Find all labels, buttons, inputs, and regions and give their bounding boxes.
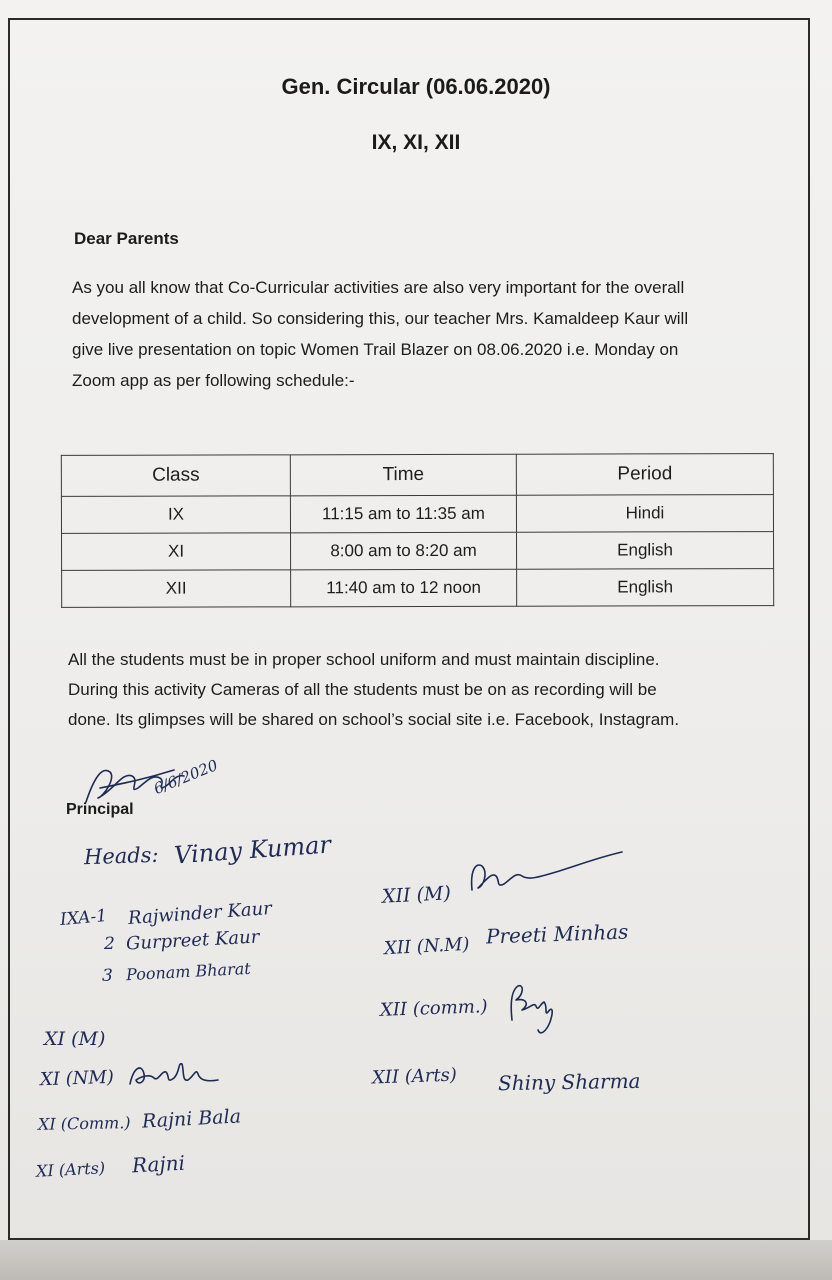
intro-line: development of a child. So considering this, our teacher Mrs. Kamaldeep Kaur will <box>72 309 689 328</box>
circular-title: Gen. Circular (06.06.2020) <box>281 74 551 99</box>
table-row <box>62 532 774 571</box>
heads-label: Heads: <box>83 842 159 870</box>
ix-signature-2: Gurpreet Kaur <box>125 926 260 955</box>
xi-signature-arts: Rajni <box>131 1150 186 1178</box>
xii-signature-arts: Shiny Sharma <box>497 1068 641 1096</box>
circular-classes: IX, XI, XII <box>371 131 461 154</box>
xii-label-m: XII (M) <box>381 882 452 908</box>
cell-period: Hindi <box>516 495 773 533</box>
ix-label-1: IXA-1 <box>59 905 108 931</box>
salutation: Dear Parents <box>74 229 179 248</box>
xi-label-m: XI (M) <box>44 1028 106 1050</box>
closing-line: All the students must be in proper school uniform and must maintain discipline. <box>68 650 660 669</box>
xi-label-arts: XI (Arts) <box>35 1158 106 1181</box>
principal-signature-date: 6/6/2020 <box>151 756 221 798</box>
xii-signature-nm: Preeti Minhas <box>485 919 629 949</box>
ix-signature-3: Poonam Bharat <box>125 958 252 985</box>
principal-label: Principal <box>66 801 134 818</box>
heads-signature: Vinay Kumar <box>173 830 332 870</box>
header-period: Period <box>516 454 773 496</box>
xi-nm-signature <box>126 1060 222 1094</box>
xi-signature-comm: Rajni Bala <box>141 1105 242 1133</box>
cell-time: 11:15 am to 11:35 am <box>290 495 516 533</box>
header-time: Time <box>290 454 516 496</box>
table-row <box>61 495 773 534</box>
table-row <box>62 569 774 608</box>
cell-period: English <box>517 569 774 607</box>
intro-paragraph <box>72 272 772 396</box>
page-border <box>8 18 810 1240</box>
header-class: Class <box>61 455 290 497</box>
xi-label-nm: XI (NM) <box>39 1066 115 1091</box>
intro-line: As you all know that Co-Curricular activities are also very important for the overall <box>72 278 685 297</box>
closing-line: During this activity Cameras of all the students must be on as recording will be <box>68 680 657 699</box>
table-header-row <box>61 454 773 497</box>
page-bottom-edge <box>0 1240 832 1280</box>
xii-label-comm: XII (comm.) <box>379 996 488 1021</box>
cell-class: XI <box>62 533 291 571</box>
xii-label-nm: XII (N.M) <box>383 933 471 960</box>
ix-label-3: 3 <box>102 966 113 986</box>
xi-label-comm: XI (Comm.) <box>37 1113 131 1134</box>
cell-class: XII <box>62 570 291 608</box>
cell-time: 11:40 am to 12 noon <box>291 569 517 607</box>
ix-label-2: 2 <box>104 934 115 954</box>
intro-line: give live presentation on topic Women Trail Blazer on 08.06.2020 i.e. Monday on <box>72 340 679 359</box>
schedule-table <box>61 453 774 608</box>
xii-label-arts: XII (Arts) <box>371 1064 458 1089</box>
closing-line: done. Its glimpses will be shared on school’s social site i.e. Facebook, Instagram. <box>68 710 680 729</box>
ix-signature-1: Rajwinder Kaur <box>127 898 273 929</box>
cell-class: IX <box>61 496 290 534</box>
closing-paragraph <box>68 645 758 735</box>
xii-m-signature <box>466 850 626 900</box>
cell-time: 8:00 am to 8:20 am <box>291 532 517 570</box>
xii-comm-signature <box>504 980 564 1040</box>
cell-period: English <box>517 532 774 570</box>
intro-line: Zoom app as per following schedule:- <box>72 371 355 390</box>
